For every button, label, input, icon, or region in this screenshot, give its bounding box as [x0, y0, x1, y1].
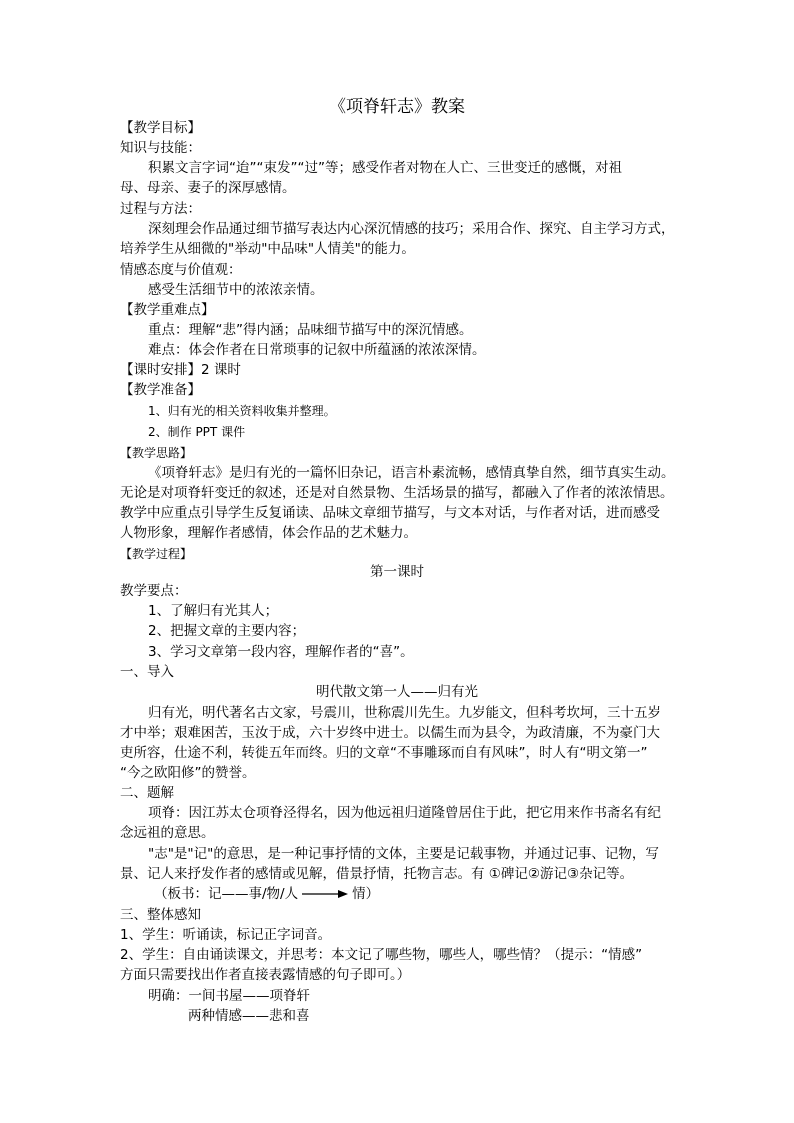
subheading-key-points: 教学要点： [120, 583, 188, 599]
paragraph-line: 景、记人来抒发作者的感情或见解，借景抒情，托物言志。有 ①碑记②游记③杂记等。 [120, 866, 634, 882]
step-heading-intro: 一、导入 [120, 664, 174, 680]
subheading-attitude: 情感态度与价值观： [120, 262, 242, 278]
paragraph-line: 人物形象，理解作者感情，体会作品的艺术魅力。 [120, 525, 417, 541]
answer-line: 明确：一间书屋——项脊轩 [148, 988, 310, 1004]
paragraph-line: "志"是"记"的意思，是一种记事抒情的文体，主要是记载事物，并通过记事、记物，写 [148, 846, 659, 862]
paragraph-line: 重点：理解“悲”得内涵；品味细节描写中的深沉情感。 [148, 322, 473, 338]
blackboard-note-end: 情） [352, 886, 380, 902]
answer-line: 两种情感——悲和喜 [188, 1008, 310, 1024]
list-item: 1、归有光的相关资料收集并整理。 [148, 404, 336, 418]
blackboard-note [154, 884, 714, 904]
paragraph-line: 方面只需要找出作者直接表露情感的句子即可。） [120, 967, 411, 983]
section-heading-schedule: 【课时安排】2 课时 [120, 362, 241, 378]
section-heading-key-points: 【教学重难点】 [120, 302, 215, 318]
section-heading-approach: 【教学思路】 [120, 446, 193, 460]
paragraph-line: 难点：体会作者在日常琐事的记叙中所蕴涵的浓浓深情。 [148, 342, 486, 358]
subheading-process: 过程与方法： [120, 201, 201, 217]
step-heading-overview: 三、整体感知 [120, 907, 201, 923]
step-heading-title: 二、题解 [120, 785, 174, 801]
paragraph-line: 吏所容，仕途不利，转徙五年而终。归的文章“不事雕琢而自有风味”，时人有“明文第一” [120, 745, 648, 761]
intro-heading: 明代散文第一人——归有光 [316, 684, 478, 700]
subheading-knowledge: 知识与技能： [120, 140, 201, 156]
list-item: 3、学习文章第一段内容，理解作者的“喜”。 [148, 644, 414, 660]
list-item: 1、了解归有光其人； [148, 603, 279, 619]
paragraph-line: 《项脊轩志》是归有光的一篇怀旧杂记，语言朴素流畅，感情真挚自然，细节真实生动。 [148, 465, 675, 481]
lesson-heading: 第一课时 [370, 564, 424, 580]
list-item: 2、学生：自由诵读课文，并思考：本文记了哪些物，哪些人，哪些情？（提示：“情感” [120, 947, 643, 963]
document-title: 《项脊轩志》教案 [329, 97, 465, 117]
list-item: 2、把握文章的主要内容； [148, 623, 306, 639]
arrow-right-icon [302, 889, 348, 899]
section-heading-objectives: 【教学目标】 [120, 120, 201, 136]
paragraph-line: 积累文言字词“迨”“束发”“过”等；感受作者对物在人亡、三世变迁的感慨，对祖 [148, 160, 622, 176]
paragraph-line: 培养学生从细微的"举动"中品味"人情美"的能力。 [120, 241, 415, 257]
paragraph-line: 归有光，明代著名古文家，号震川，世称震川先生。九岁能文，但科考坎坷，三十五岁 [148, 705, 661, 721]
list-item: 2、制作 PPT 课件 [148, 425, 246, 439]
list-item: 1、学生：听诵读，标记正字词音。 [120, 927, 332, 943]
paragraph-line: 才中举；艰难困苦，玉汝于成，六十岁终中进士。以儒生而为县令，为政清廉，不为豪门大 [120, 725, 660, 741]
paragraph-line: “今之欧阳修”的赞誉。 [120, 765, 256, 781]
paragraph-line: 念远祖的意思。 [120, 825, 215, 841]
paragraph-line: 无论是对项脊轩变迁的叙述，还是对自然景物、生活场景的描写，都融入了作者的浓浓情思。 [120, 485, 674, 501]
paragraph-line: 感受生活细节中的浓浓亲情。 [148, 282, 324, 298]
section-heading-preparation: 【教学准备】 [120, 382, 201, 398]
blackboard-note-text: （板书：记——事/物/人 [154, 886, 299, 902]
paragraph-line: 深刻理会作品通过细节描写表达内心深沉情感的技巧；采用合作、探究、自主学习方式， [148, 221, 675, 237]
section-heading-procedure: 【教学过程】 [120, 547, 193, 561]
paragraph-line: 教学中应重点引导学生反复诵读、品味文章细节描写，与文本对话，与作者对话，进而感受 [120, 505, 660, 521]
paragraph-line: 母、母亲、妻子的深厚感情。 [120, 180, 296, 196]
paragraph-line: 项脊：因江苏太仓项脊泾得名，因为他远祖归道隆曾居住于此，把它用来作书斋名有纪 [148, 805, 661, 821]
